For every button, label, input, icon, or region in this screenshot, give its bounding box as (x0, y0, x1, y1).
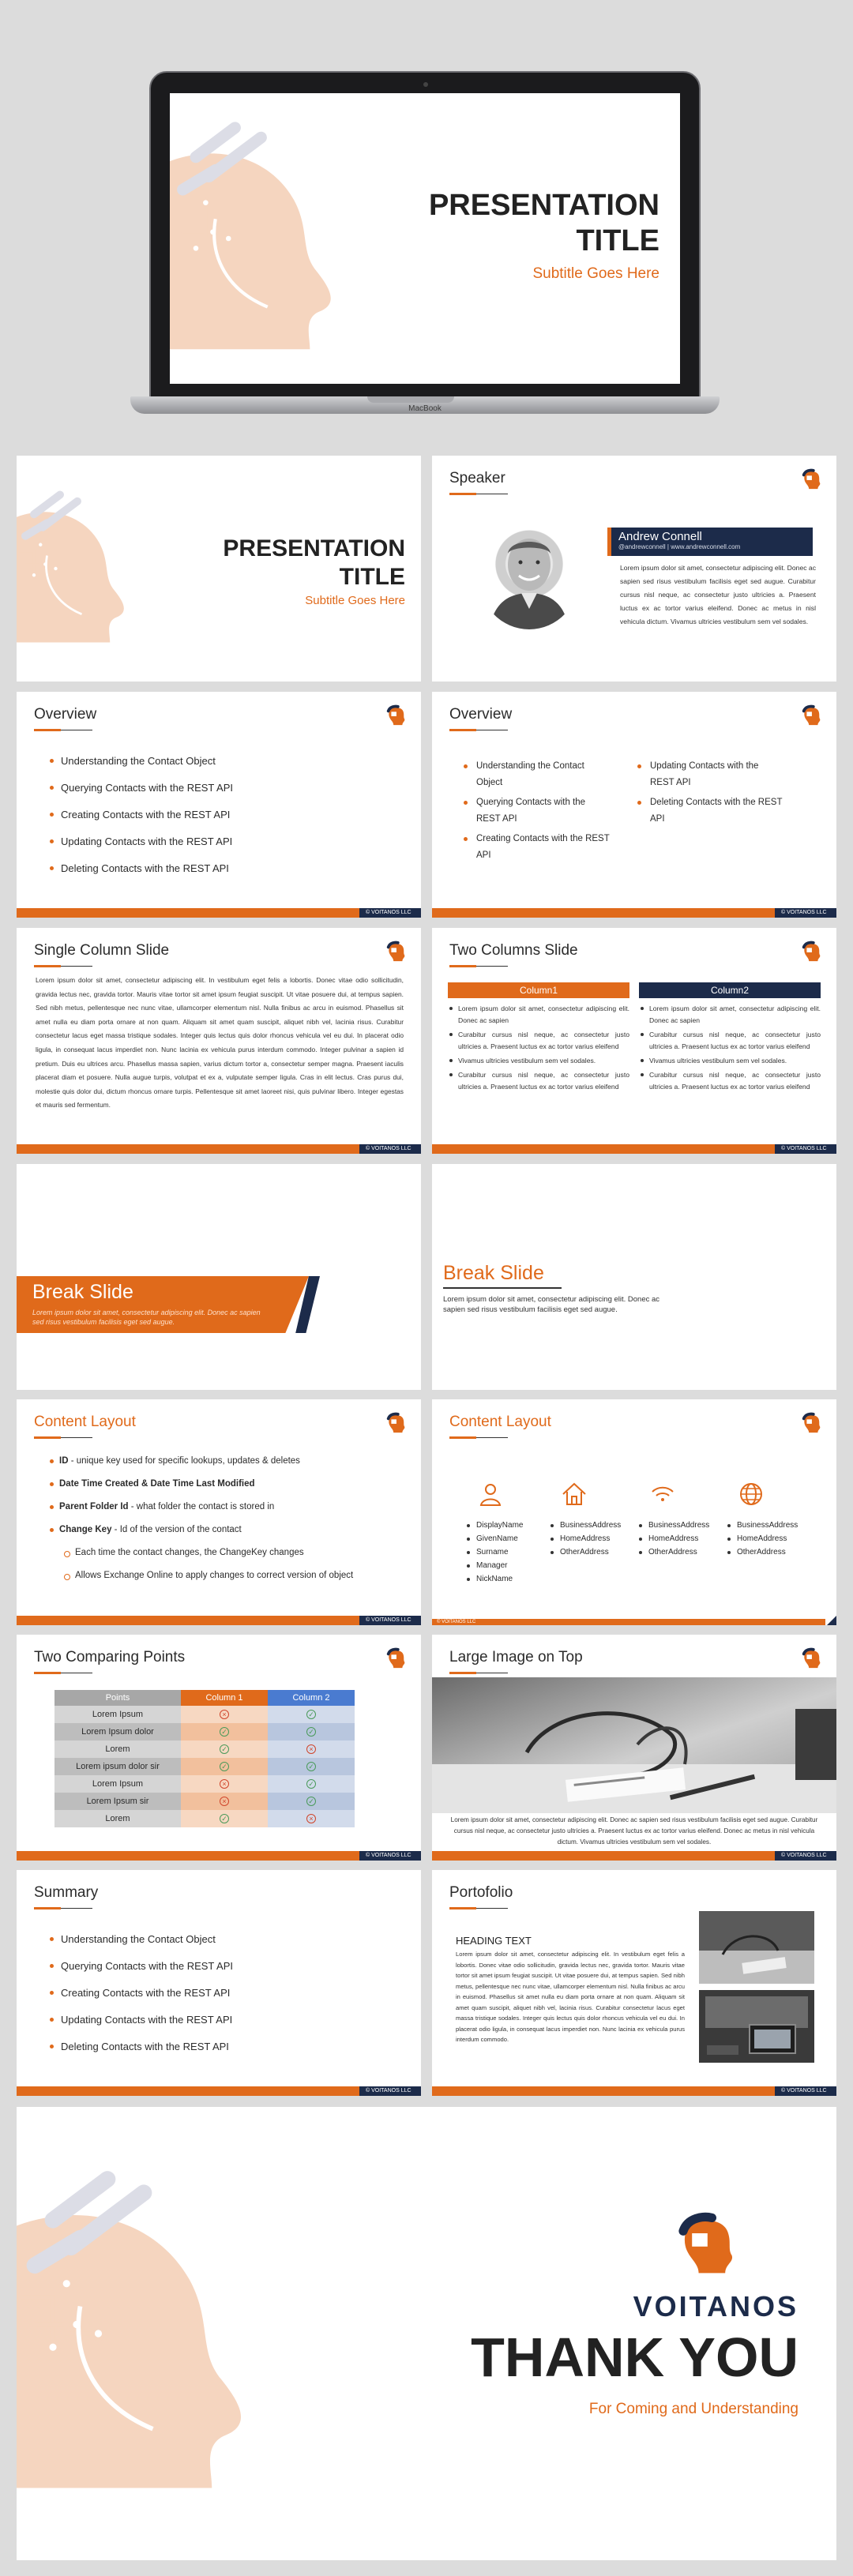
slide-heading: Content Layout (34, 1414, 136, 1430)
globe-icon (737, 1480, 765, 1508)
sub-list-item: Allows Exchange Online to apply changes to correct version of object (64, 1571, 353, 1580)
list-item: NickName (467, 1572, 554, 1586)
slide-heading: Large Image on Top (449, 1649, 583, 1665)
table-header: Column 2 (268, 1690, 355, 1706)
cross-icon: × (306, 1744, 316, 1754)
slide-footer (17, 1144, 421, 1154)
list-item: Updating Contacts with the REST API (50, 2014, 233, 2026)
footer-label: © VOITANOS LLC (359, 908, 421, 918)
overview-list (50, 755, 233, 889)
voitanos-logo-icon (385, 704, 407, 727)
list-item: ID - unique key used for specific lookups, updates & deletes (50, 1456, 353, 1466)
table-row (54, 1793, 355, 1810)
list-item: OtherAddress (551, 1545, 637, 1559)
list-item: Parent Folder Id - what folder the contact is stored in (50, 1502, 353, 1511)
table-cell-label: Lorem Ipsum (54, 1775, 181, 1793)
slide-two-comparing[interactable] (17, 1635, 421, 1861)
portfolio-body: Lorem ipsum dolor sit amet, consectetur adipiscing elit. In vestibulum eget felis a lobortis. Donec vitae odio sollicitudin, gravida lectus nec, gravida tortor. Mauris vitae tortor sit amet ipsum feugiat suscipit. Ut vitae posuere dui, at tempus sapien. Sed nibh metus, pellentesque nec nunc vitae, ullamcorper elementum nisl. Nulla finibus ac arcu in euismod. Phasellus sit amet nulla eu diam porta ornare at non quam. Aliquam sit amet quam suscipit, aliquet nibh vel, lacinia risus. Curabitur consectetur lacus eget massa tristique sodales. Integer quis lectus quis dolor rhoncus vehicula vel eu dui. In placerat odio ligula, in consequat lacus imperdiet non. Nunc lacinia ex vehicula purus interdum commodo. (456, 1951, 685, 2043)
table-row (54, 1723, 355, 1740)
table-cell-mark (181, 1740, 268, 1758)
heading-underline (449, 965, 476, 967)
hero-title (429, 188, 659, 259)
list-item: BusinessAddress (727, 1519, 814, 1532)
laptop-mockup (145, 71, 705, 422)
title-line2: TITLE (339, 564, 405, 590)
list-item: OtherAddress (639, 1545, 726, 1559)
slide-title-heading (223, 535, 405, 591)
comparison-table (54, 1690, 355, 1827)
break-title: Break Slide (32, 1281, 133, 1303)
voitanos-logo-icon (385, 1647, 407, 1669)
list-item: Deleting Contacts with the REST API (50, 862, 233, 874)
table-row (54, 1775, 355, 1793)
break-underline (443, 1287, 562, 1289)
table-cell-mark (268, 1810, 355, 1827)
footer-label: © VOITANOS LLC (359, 1616, 421, 1625)
check-icon: ✓ (220, 1727, 229, 1737)
check-icon: ✓ (306, 1710, 316, 1719)
voitanos-logo-icon (800, 1647, 822, 1669)
title-line1: PRESENTATION (223, 535, 405, 561)
check-icon: ✓ (306, 1779, 316, 1789)
heading-underline (34, 1672, 61, 1674)
voitanos-logo-icon (672, 2211, 738, 2277)
wifi-icon (648, 1480, 677, 1508)
slide-single-column[interactable] (17, 928, 421, 1154)
heading-underline (449, 1436, 476, 1439)
single-column-body: Lorem ipsum dolor sit amet, consectetur adipiscing elit. In vestibulum eget felis a lobortis. Donec vitae odio sollicitudin, gravida lectus nec, gravida tortor. Mauris vitae tortor sit amet ipsum feugiat suscipit. Ut vitae posuere dui, at tempus sapien. Sed nibh metus, pellentesque nec nunc vitae, ullamcorper elementum nisl. Nulla finibus ac arcu in euismod. Phasellus sit amet nulla eu diam porta ornare at non quam. Aliquam sit amet quam suscipit, aliquet nibh vel, lacinia risus. Curabitur consectetur lacus eget massa tristique sodales. Integer quis lectus quis dolor rhoncus vehicula vel eu dui. In placerat odio ligula, in consequat lacus imperdiet non. Nunc lacinia ex vehicula purus interdum commodo. Integer pulvinar a sapien id pretium. Duis eu ultrices arcu. Phasellus massa sapien, varius dictum tortor a, consectetur semper magna. Praesent iaculis placerat diam et posuere. Nulla augue turpis, volutpat et ex a, vulputate semper ligula. Cras in elit lectus. Cras purus dui, molestie quis dolor dui, dictum rhoncus ornare turpis. Pellentesque sit amet laoreet nisi, quis pulvinar libero. Integer egestas et mauris sed fermentum. (36, 976, 404, 1110)
slide-portfolio[interactable] (432, 1870, 836, 2096)
list-item: HomeAddress (551, 1532, 637, 1545)
slide-footer (17, 1616, 421, 1625)
check-icon: ✓ (306, 1762, 316, 1771)
device-label: MacBook (408, 404, 442, 413)
portfolio-image-2 (699, 1990, 814, 2063)
slide-break-2[interactable] (432, 1164, 836, 1390)
slide-thank-you[interactable] (17, 2107, 836, 2560)
heading-underline (449, 493, 476, 495)
slide-footer (17, 908, 421, 918)
table-cell-mark (181, 1793, 268, 1810)
laptop-lid (149, 71, 701, 401)
table-cell-label: Lorem Ipsum (54, 1706, 181, 1723)
list-item: Understanding the Contact Object (50, 1933, 233, 1945)
voitanos-logo-icon (800, 468, 822, 490)
desk-photo (432, 1677, 836, 1813)
table-row (54, 1706, 355, 1723)
footer-label: © VOITANOS LLC (775, 1144, 836, 1154)
check-icon: ✓ (220, 1744, 229, 1754)
list-item: Manager (467, 1559, 554, 1572)
hero-title-line1: PRESENTATION (428, 189, 659, 222)
footer-label: © VOITANOS LLC (775, 2086, 836, 2096)
slide-heading: Summary (34, 1884, 99, 1901)
list-item: Deleting Contacts with the REST API (637, 794, 783, 828)
icon-group (727, 1480, 814, 1559)
list-item: Vivamus ultricies vestibulum sem vel sodales. (641, 1055, 821, 1067)
table-cell-mark (181, 1706, 268, 1723)
slide-heading: Single Column Slide (34, 942, 170, 959)
break-title: Break Slide (443, 1262, 544, 1284)
cross-icon: × (220, 1779, 229, 1789)
cross-icon: × (220, 1797, 229, 1806)
slide-two-columns[interactable] (432, 928, 836, 1154)
list-item: BusinessAddress (551, 1519, 637, 1532)
table-row (54, 1810, 355, 1827)
table-cell-label: Lorem Ipsum sir (54, 1793, 181, 1810)
check-icon: ✓ (220, 1814, 229, 1823)
home-icon (560, 1480, 588, 1508)
table-cell-mark (268, 1740, 355, 1758)
overview-list-left (464, 758, 610, 867)
list-item: Curabitur cursus nisl neque, ac consectetur justo ultricies a. Praesent luctus ex ac tortor varius eleifend (641, 1029, 821, 1053)
list-item: BusinessAddress (639, 1519, 726, 1532)
icon-group (467, 1480, 554, 1586)
check-icon: ✓ (306, 1727, 316, 1737)
speaker-name: Andrew Connell (618, 530, 702, 543)
footer-label: © VOITANOS LLC (359, 2086, 421, 2096)
slide-content-layout-1[interactable] (17, 1399, 421, 1625)
speaker-bio: Lorem ipsum dolor sit amet, consectetur adipiscing elit. Donec ac sapien sed risus vestibulum facilisis eget sed augue. Curabitur cursus nisl neque, ac consectetur justo ultricies a. Praesent luctus ex ac tortor varius eleifend. Donec ac metus in nisl vehicula dictum. Vivamus ultricies vestibulum sem vel sodales. (620, 564, 816, 625)
list-item: HomeAddress (727, 1532, 814, 1545)
slide-content-layout-2[interactable] (432, 1399, 836, 1625)
table-cell-mark (268, 1723, 355, 1740)
hero-title-line2: TITLE (576, 224, 659, 257)
list-item: Lorem ipsum dolor sit amet, consectetur adipiscing elit. Donec ac sapien (449, 1003, 629, 1027)
table-cell-label: Lorem (54, 1740, 181, 1758)
list-item: Updating Contacts with the REST API (637, 758, 783, 791)
column1-list (449, 1003, 629, 1095)
camera (423, 82, 428, 87)
table-cell-label: Lorem Ipsum dolor (54, 1723, 181, 1740)
slide-footer (432, 1144, 836, 1154)
voitanos-logo-icon (385, 1412, 407, 1434)
break-text: Lorem ipsum dolor sit amet, consectetur adipiscing elit. Donec ac sapien sed risus vestibulum facilisis eget sed augue. (32, 1309, 261, 1326)
overview-list-right (637, 758, 783, 831)
cross-icon: × (220, 1710, 229, 1719)
icon-group (639, 1480, 726, 1559)
footer-label: © VOITANOS LLC (775, 1851, 836, 1861)
slide-speaker[interactable] (432, 456, 836, 682)
content-list (50, 1456, 353, 1594)
list-item: GivenName (467, 1532, 554, 1545)
voitanos-logo-icon (800, 1412, 822, 1434)
cross-icon: × (306, 1814, 316, 1823)
laptop-screen (170, 93, 680, 384)
slide-heading: Two Columns Slide (449, 942, 578, 959)
slide-overview-1[interactable] (17, 692, 421, 918)
speaker-name-bar (607, 528, 813, 556)
slide-summary[interactable] (17, 1870, 421, 2096)
footer-label: © VOITANOS LLC (359, 1144, 421, 1154)
head-illustration (170, 93, 430, 384)
slide-large-image[interactable] (432, 1635, 836, 1861)
heading-underline (449, 1907, 476, 1909)
table-cell-mark (181, 1810, 268, 1827)
table-header: Column 1 (181, 1690, 268, 1706)
thank-you-title: THANK YOU (471, 2326, 799, 2388)
list-item: DisplayName (467, 1519, 554, 1532)
brand-name: VOITANOS (633, 2290, 799, 2323)
check-icon: ✓ (306, 1797, 316, 1806)
list-item: Understanding the Contact Object (50, 755, 233, 767)
speaker-contact[interactable]: @andrewconnell | www.andrewconnell.com (618, 543, 741, 550)
table-cell-label: Lorem ipsum dolor sir (54, 1758, 181, 1775)
head-illustration (17, 2107, 380, 2560)
slide-heading: Portofolio (449, 1884, 513, 1901)
list-item: Surname (467, 1545, 554, 1559)
list-item: Date Time Created & Date Time Last Modified (50, 1479, 353, 1489)
heading-underline (449, 1672, 476, 1674)
slide-footer (432, 1851, 836, 1861)
table-row (54, 1758, 355, 1775)
list-item: Querying Contacts with the REST API (50, 782, 233, 794)
break-text: Lorem ipsum dolor sit amet, consectetur adipiscing elit. Donec ac sapien sed risus vestibulum facilisis eget sed augue. (443, 1295, 660, 1314)
heading-underline (449, 729, 476, 731)
portfolio-subheading: HEADING TEXT (456, 1935, 532, 1947)
slide-heading: Speaker (449, 470, 505, 486)
title-subtitle: Subtitle Goes Here (305, 594, 405, 607)
voitanos-logo-icon (800, 941, 822, 963)
icon-group (551, 1480, 637, 1559)
heading-underline (34, 1907, 61, 1909)
portfolio-image-1 (699, 1911, 814, 1984)
slide-heading: Two Comparing Points (34, 1649, 186, 1665)
slide-footer (432, 2086, 836, 2096)
list-item: Lorem ipsum dolor sit amet, consectetur adipiscing elit. Donec ac sapien (641, 1003, 821, 1027)
slide-heading: Overview (449, 706, 513, 723)
table-cell-mark (268, 1706, 355, 1723)
slide-overview-2[interactable] (432, 692, 836, 918)
speaker-photo (478, 520, 581, 629)
slide-footer (432, 908, 836, 918)
list-item: Vivamus ultricies vestibulum sem vel sodales. (449, 1055, 629, 1067)
slide-footer (17, 2086, 421, 2096)
list-item: Updating Contacts with the REST API (50, 836, 233, 847)
heading-underline (34, 1436, 61, 1439)
table-cell-mark (181, 1723, 268, 1740)
table-header: Points (54, 1690, 181, 1706)
list-item: Creating Contacts with the REST API (50, 1987, 233, 1999)
table-cell-mark (181, 1758, 268, 1775)
slide-break-1[interactable] (17, 1164, 421, 1390)
list-item: Curabitur cursus nisl neque, ac consectetur justo ultricies a. Praesent luctus ex ac tortor varius eleifend (449, 1029, 629, 1053)
list-item: Curabitur cursus nisl neque, ac consectetur justo ultricies a. Praesent luctus ex ac tortor varius eleifend (641, 1069, 821, 1093)
table-cell-mark (268, 1775, 355, 1793)
list-item: Creating Contacts with the REST API (50, 809, 233, 820)
slide-heading: Overview (34, 706, 97, 723)
slide-heading: Content Layout (449, 1414, 551, 1430)
footer-label: © VOITANOS LLC (775, 908, 836, 918)
footer-label: © VOITANOS LLC (359, 1851, 421, 1861)
table-cell-label: Lorem (54, 1810, 181, 1827)
list-item: Querying Contacts with the REST API (464, 794, 610, 828)
hero-subtitle: Subtitle Goes Here (532, 265, 659, 282)
list-item: Creating Contacts with the REST API (464, 831, 610, 864)
voitanos-logo-icon (800, 704, 822, 727)
list-item: OtherAddress (727, 1545, 814, 1559)
column2-list (641, 1003, 821, 1095)
list-item: Querying Contacts with the REST API (50, 1960, 233, 1972)
slide-footer (17, 1851, 421, 1861)
corner-accent (827, 1616, 836, 1625)
voitanos-logo-icon (385, 941, 407, 963)
slide-footer (432, 1619, 825, 1625)
table-cell-mark (268, 1758, 355, 1775)
footer-label: © VOITANOS LLC (437, 1620, 476, 1624)
list-item: Deleting Contacts with the REST API (50, 2041, 233, 2052)
table-cell-mark (268, 1793, 355, 1810)
heading-underline (34, 729, 61, 731)
image-caption: Lorem ipsum dolor sit amet, consectetur adipiscing elit. Donec ac sapien sed risus vestibulum facilisis eget sed augue. Curabitur cursus nisl neque, ac consectetur justo ultricies a. Praesent luctus ex ac tortor varius eleifend. Donec ac metus in nisl vehicula dictum. Vivamus ultricies vestibulum sem vel sodales. (450, 1816, 818, 1846)
head-illustration (17, 456, 190, 682)
column1-header: Column1 (448, 982, 629, 998)
list-item: Change Key - Id of the version of the contact (50, 1525, 353, 1534)
list-item: HomeAddress (639, 1532, 726, 1545)
table-cell-mark (181, 1775, 268, 1793)
column2-header: Column2 (639, 982, 821, 998)
sub-list-item: Each time the contact changes, the ChangeKey changes (64, 1548, 353, 1557)
heading-underline (34, 965, 61, 967)
list-item: Curabitur cursus nisl neque, ac consectetur justo ultricies a. Praesent luctus ex ac tortor varius eleifend (449, 1069, 629, 1093)
list-item: Understanding the Contact Object (464, 758, 610, 791)
thank-you-subtitle: For Coming and Understanding (588, 2401, 799, 2417)
user-icon (476, 1480, 505, 1508)
table-row (54, 1740, 355, 1758)
slide-title[interactable] (17, 456, 421, 682)
summary-list (50, 1933, 233, 2067)
check-icon: ✓ (220, 1762, 229, 1771)
